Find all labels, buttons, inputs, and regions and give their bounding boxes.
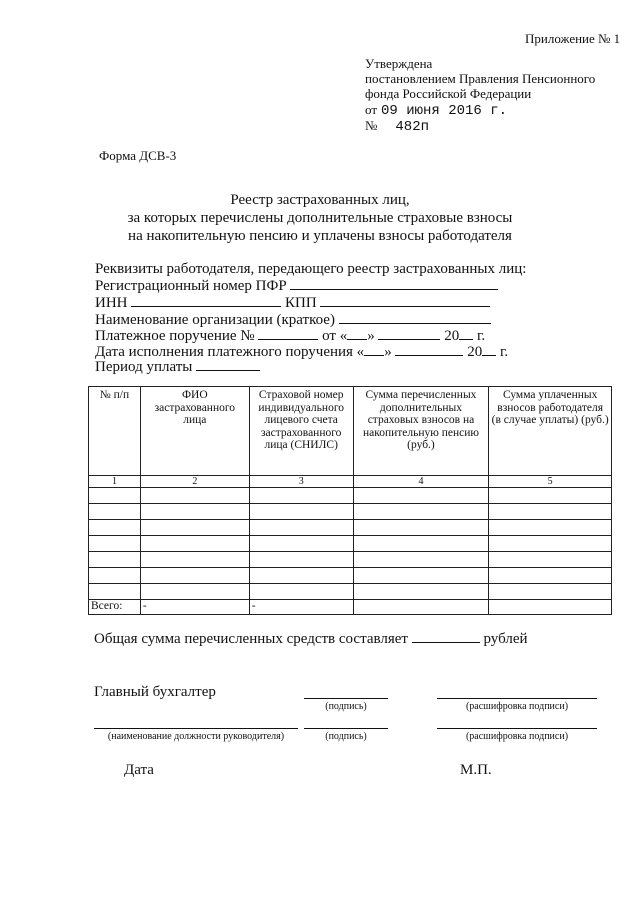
table-row [89, 568, 612, 584]
head-position-caption: (наименование должности руководителя) [107, 731, 285, 742]
table-cell[interactable] [249, 488, 353, 504]
exec-year-prefix: 20 [467, 344, 483, 360]
reg-number-field[interactable] [290, 278, 498, 290]
chief-signature-line[interactable] [304, 698, 388, 699]
table-cell[interactable] [89, 584, 141, 600]
payment-order-month-field[interactable] [378, 328, 440, 340]
title-line-1: Реестр застрахованных лиц, [230, 192, 410, 208]
table-cell[interactable] [489, 584, 612, 600]
form-name: Форма ДСВ-3 [99, 148, 177, 163]
table-cell[interactable] [249, 552, 353, 568]
payment-order-label: Платежное поручение № [95, 328, 255, 344]
table-cell[interactable] [89, 552, 141, 568]
exec-quote-close: » [384, 344, 392, 360]
header-snils: Страховой номер индивидуального лицевого счета застрахованного лица (СНИЛС) [249, 387, 353, 476]
inn-kpp-row [95, 295, 490, 312]
title-line-2: за которых перечислены дополнительные страховые взносы [127, 210, 513, 226]
table-cell[interactable] [489, 552, 612, 568]
table-cell[interactable] [489, 504, 612, 520]
kpp-field[interactable] [320, 295, 490, 307]
table-cell[interactable] [353, 568, 489, 584]
org-name-row [95, 312, 491, 329]
table-row [89, 552, 612, 568]
table-cell[interactable] [89, 536, 141, 552]
table-row [89, 520, 612, 536]
header-fio: ФИО застрахованного лица [140, 387, 249, 476]
table-cell[interactable] [353, 536, 489, 552]
appendix-label: Приложение № 1 [525, 31, 621, 46]
table-cell[interactable] [140, 568, 249, 584]
header-sum-employer: Сумма уплаченных взносов работодателя (в случае уплаты) (руб.) [489, 387, 612, 476]
table-cell[interactable] [249, 536, 353, 552]
org-name-field[interactable] [339, 312, 491, 324]
payment-order-from: от « [322, 328, 348, 344]
table-cell[interactable] [140, 584, 249, 600]
col-number: 3 [249, 476, 353, 488]
table-cell[interactable] [89, 504, 141, 520]
table-cell[interactable] [353, 488, 489, 504]
total-sum-employer[interactable] [489, 600, 612, 615]
header-sum-contrib: Сумма перечисленных дополнительных страховых взносов на накопительную пенсию (руб.) [353, 387, 489, 476]
table-row [89, 504, 612, 520]
table-cell[interactable] [489, 488, 612, 504]
exec-year-suffix: г. [499, 344, 509, 360]
pay-period-field[interactable] [196, 359, 260, 371]
head-decoding-caption: (расшифровка подписи) [465, 731, 569, 742]
table-cell[interactable] [353, 520, 489, 536]
table-cell[interactable] [489, 520, 612, 536]
table-cell[interactable] [353, 552, 489, 568]
approval-line-1: Утверждена [365, 56, 433, 71]
payment-order-row [95, 328, 485, 345]
date-label: Дата [124, 762, 154, 778]
table-cell[interactable] [353, 504, 489, 520]
approval-number [365, 117, 429, 135]
table-cell[interactable] [140, 552, 249, 568]
pay-period-row [95, 359, 260, 376]
total-sum-field[interactable] [412, 631, 480, 643]
payment-order-day-field[interactable] [347, 328, 367, 340]
head-position-line[interactable] [94, 728, 298, 729]
total-sum-row [94, 631, 528, 648]
reg-number-label: Регистрационный номер ПФР [95, 278, 287, 294]
year-suffix: г. [476, 328, 486, 344]
org-name-label: Наименование организации (краткое) [95, 312, 335, 328]
table-header-row [89, 387, 612, 476]
table-row [89, 536, 612, 552]
table-cell[interactable] [249, 584, 353, 600]
reg-number-row [95, 278, 498, 295]
inn-label: ИНН [95, 295, 128, 311]
table-cell[interactable] [249, 504, 353, 520]
table-cell[interactable] [89, 488, 141, 504]
head-decoding-line[interactable] [437, 728, 597, 729]
col-number: 5 [489, 476, 612, 488]
table-cell[interactable] [353, 584, 489, 600]
total-snils-dash: - [249, 600, 353, 615]
title-line-3: на накопительную пенсию и уплачены взносы работодателя [128, 228, 512, 244]
table-row [89, 488, 612, 504]
requisites-heading: Реквизиты работодателя, передающего реестр застрахованных лиц: [95, 261, 527, 277]
header-num: № п/п [89, 387, 141, 476]
signature-caption: (подпись) [325, 701, 367, 712]
approval-number-value: 482п [395, 119, 430, 135]
payment-order-year-field[interactable] [459, 328, 473, 340]
payment-order-number-field[interactable] [258, 328, 318, 340]
table-cell[interactable] [489, 568, 612, 584]
approval-date-value: 09 июня 2016 г. [381, 103, 508, 119]
approval-block [365, 56, 595, 101]
total-sum-unit: рублей [483, 631, 528, 647]
column-numbers-row [89, 476, 612, 488]
approval-date-prefix: от [365, 102, 378, 117]
total-sum-label: Общая сумма перечисленных средств составляет [94, 631, 408, 647]
year-prefix: 20 [444, 328, 460, 344]
table-cell[interactable] [89, 568, 141, 584]
table-cell[interactable] [140, 504, 249, 520]
quote-close: » [367, 328, 375, 344]
table-cell[interactable] [140, 520, 249, 536]
table-row [89, 584, 612, 600]
total-label: Всего: [89, 600, 141, 615]
pay-period-label: Период уплаты [95, 359, 193, 375]
table-cell[interactable] [489, 536, 612, 552]
head-signature-line[interactable] [304, 728, 388, 729]
registry-table [88, 386, 612, 615]
exec-year-field[interactable] [482, 344, 496, 356]
approval-line-2: постановлением Правления Пенсионного [365, 71, 596, 86]
total-row [89, 600, 612, 615]
col-number: 4 [353, 476, 489, 488]
chief-decoding-line[interactable] [437, 698, 597, 699]
col-number: 1 [89, 476, 141, 488]
table-cell[interactable] [140, 488, 249, 504]
col-number: 2 [140, 476, 249, 488]
total-sum-contrib[interactable] [353, 600, 489, 615]
total-fio-dash: - [140, 600, 249, 615]
table-cell[interactable] [89, 520, 141, 536]
table-cell[interactable] [249, 568, 353, 584]
stamp-label: М.П. [460, 762, 492, 778]
head-signature-caption: (подпись) [325, 731, 367, 742]
inn-field[interactable] [131, 295, 281, 307]
approval-line-3: фонда Российской Федерации [365, 86, 532, 101]
exec-date-label: Дата исполнения платежного поручения « [95, 344, 365, 360]
exec-day-field[interactable] [364, 344, 384, 356]
table-cell[interactable] [140, 536, 249, 552]
chief-accountant-label: Главный бухгалтер [94, 684, 216, 700]
table-cell[interactable] [249, 520, 353, 536]
decoding-caption: (расшифровка подписи) [465, 701, 569, 712]
kpp-label: КПП [285, 295, 317, 311]
approval-number-prefix: № [365, 118, 378, 133]
exec-month-field[interactable] [395, 344, 463, 356]
